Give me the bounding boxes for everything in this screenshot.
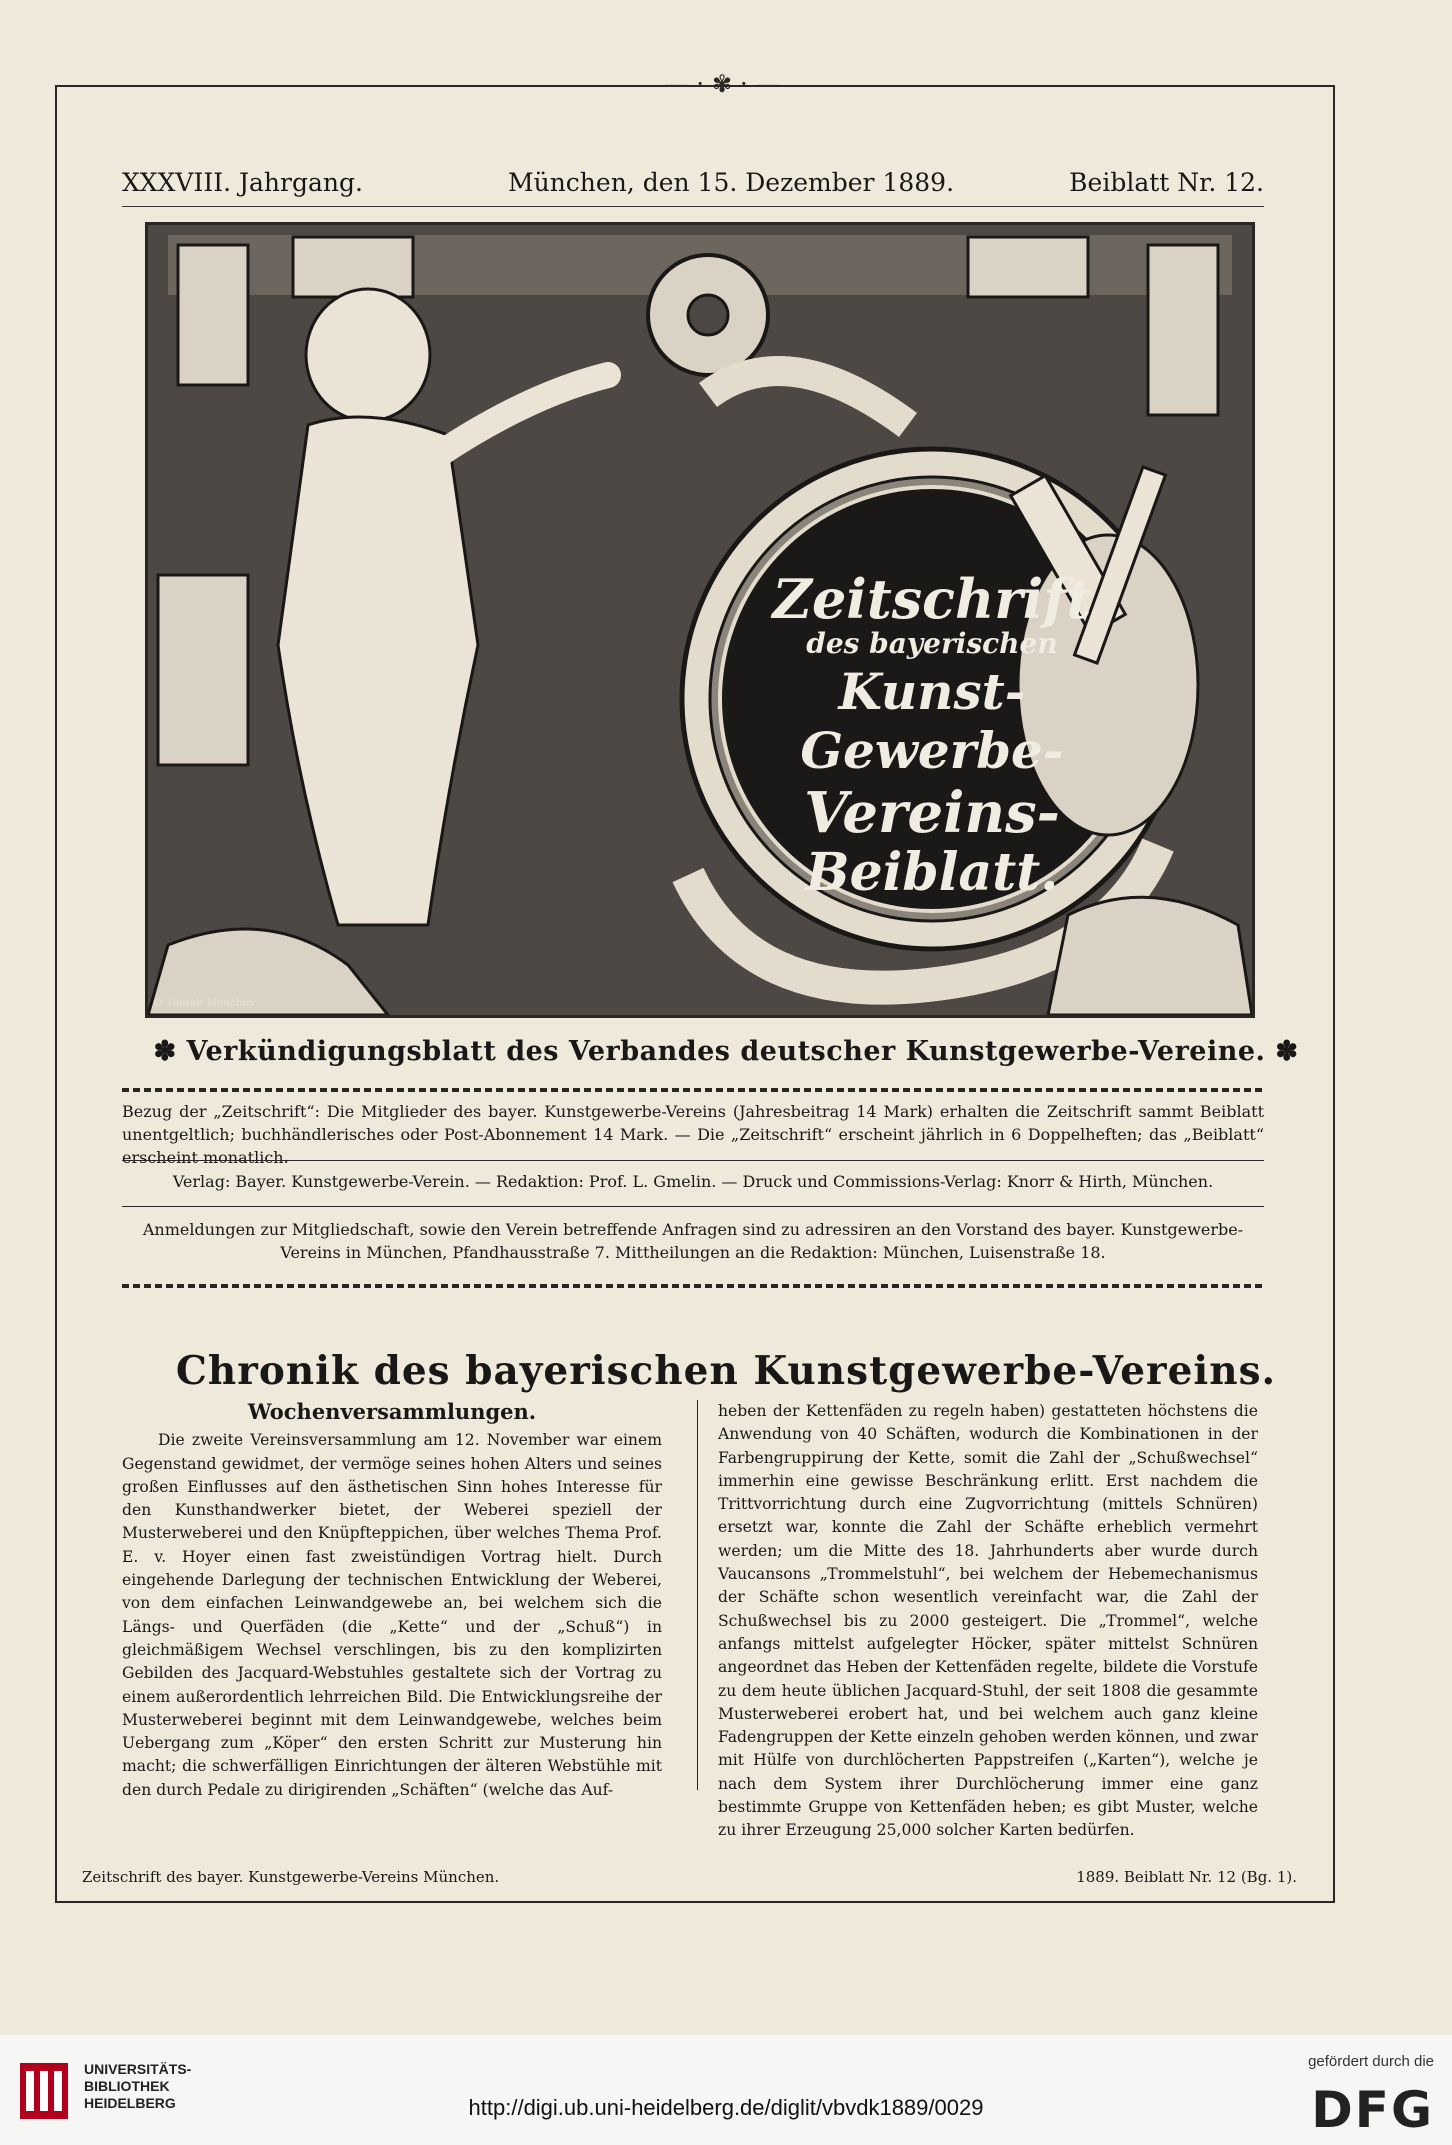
subscription-info: Bezug der „Zeitschrift“: Die Mitglieder des bayer. Kunstgewerbe-Vereins (Jahresbeitrag 14 Mark) erhalten die Zeitschrift sammt Beiblatt unentgeltlich; buchhändlerisches oder Post-Abonnement 14 Mark. — Die „Zeitschrift“ erscheint jährlich in 6 Doppelheften; das „Beiblatt“ erscheint monatlich. xyxy=(122,1102,1264,1167)
university-name-line: BIBLIOTHEK xyxy=(84,2078,170,2094)
dfg-logo: DFG xyxy=(1311,2081,1434,2139)
university-name-line: UNIVERSITÄTS- xyxy=(84,2061,192,2077)
divider-rule xyxy=(122,1206,1264,1207)
masthead-line-kunstgewerbe: Kunst-Gewerbe- xyxy=(800,662,1064,780)
column-divider xyxy=(697,1400,698,1790)
subtitle-text: Verkündigungsblatt des Verbandes deutscher Kunstgewerbe-Vereine. xyxy=(186,1036,1266,1067)
footer-right: 1889. Beiblatt Nr. 12 (Bg. 1). xyxy=(1076,1868,1297,1886)
issue-header xyxy=(122,168,1264,202)
artist-signature: O. Gewalt München xyxy=(154,998,255,1009)
section-title: Wochenversammlungen. xyxy=(247,1399,537,1424)
masthead-line-vereins: Vereins- xyxy=(804,780,1060,846)
divider-dashed xyxy=(122,1284,1264,1288)
issue-number: Beiblatt Nr. 12. xyxy=(1069,168,1264,197)
registration-info: Anmeldungen zur Mitgliedschaft, sowie den Verein betreffende Anfragen sind zu adressiren an den Vorstand des bayer. Kunstgewerbe-Vereins in München, Pfandhausstraße 7. Mittheilungen an die Redaktion: München, Luisenstraße 18. xyxy=(142,1220,1244,1262)
article-column-right xyxy=(718,1400,1258,1843)
chronicle-title: Chronik des bayerischen Kunstgewerbe-Vereins. xyxy=(175,1348,1277,1394)
masthead-line-zeitschrift: Zeitschrift xyxy=(772,567,1092,631)
top-ornament: —·✾·— xyxy=(664,70,788,98)
place-date: München, den 15. Dezember 1889. xyxy=(508,168,955,197)
masthead-line-bayerischen: des bayerischen xyxy=(806,627,1058,660)
article-paragraph: heben der Kettenfäden zu regeln haben) gestatteten höchstens die Anwendung von 40 Schäften, wodurch die Kombinationen in der Farbengruppirung der Kette, somit die Zahl der „Schußwechsel“ immerhin eine gewisse Beschränkung erlitt. Erst nachdem die Trittvorrichtung durch eine Zugvorrichtung (mittels Schnüren) ersetzt war, konnte die Zahl der Schäfte erheblich vermehrt werden; um die Mitte des 18. Jahrhunderts aber wurde durch Vaucansons „Trommelstuhl“, bei welchem der Hebemechanismus der Schäfte schon wesentlich vereinfacht war, die Zahl der Schußwechsel bis zu 2000 gesteigert. Die „Trommel“, welche anfangs mittelst aufgelegter Höcker, später mittelst Schnüren angeordnet das Heben der Kettenfäden regelte, bildete die Vorstufe zu dem heute üblichen Jacquard-Stuhl, der seit 1808 die gesammte Musterweberei erobert hat, und bei welchem auch ganz kleine Fadengruppen der Kette einzeln gehoben werden können, und zwar mit Hülfe von durchlöcherten Pappstreifen („Karten“), welche je nach dem System ihrer Durchlöcherung immer eine ganz bestimmte Gruppe von Kettenfäden heben; es gibt Muster, welche zu ihrer Erzeugung 25,000 solcher Karten bedürfen. xyxy=(718,1402,1258,1840)
volume-label: XXXVIII. Jahrgang. xyxy=(122,168,363,197)
footer-left: Zeitschrift des bayer. Kunstgewerbe-Vereins München. xyxy=(82,1868,500,1886)
divider-dashed xyxy=(122,1088,1264,1092)
subtitle xyxy=(0,1036,1452,1067)
masthead-title xyxy=(722,489,1142,909)
digitization-bar xyxy=(0,2035,1452,2145)
masthead-illustration xyxy=(145,222,1255,1018)
publisher-info: Verlag: Bayer. Kunstgewerbe-Verein. — Redaktion: Prof. L. Gmelin. — Druck und Commissions-Verlag: Knorr & Hirth, München. xyxy=(172,1172,1214,1191)
subtitle-ornament-right: ✽ xyxy=(1265,1036,1299,1067)
article-column-left xyxy=(122,1400,662,1802)
masthead-line-beiblatt: Beiblatt. xyxy=(805,842,1059,903)
university-name-line: HEIDELBERG xyxy=(84,2095,176,2111)
subtitle-ornament-left: ✽ xyxy=(153,1036,187,1067)
funding-caption: gefördert durch die xyxy=(1308,2053,1434,2070)
source-url[interactable]: http://digi.ub.uni-heidelberg.de/diglit/vbvdk1889/0029 xyxy=(468,2095,984,2120)
article-paragraph: Die zweite Vereinsversammlung am 12. November war einem Gegenstand gewidmet, der vermöge seines hohen Alters und seines großen Einflusses auf den ästhetischen Sinn hohes Interesse für den Kunsthandwerker bietet, der Weberei speziell der Musterweberei und den Knüpfteppichen, über welches Thema Prof. E. v. Hoyer einen fast zweistündigen Vortrag hielt. Durch eingehende Darlegung der technischen Entwicklung der Weberei, von dem einfachen Leinwandgewebe an, bei welchem sich die Längs- und Querfäden (die „Kette“ und der „Schuß“) in gleichmäßigem Wechsel verschlingen, bis zu den komplizirten Gebilden des Jacquard-Webstuhles gestaltete sich der Vortrag zu einem außerordentlich lehrreichen Bild. Die Entwicklungsreihe der Musterweberei beginnt mit dem Leinwandgewebe, welches beim Uebergang zum „Köper“ den ersten Schritt zur Musterung hin macht; die schwerfälligen Einrichtungen der älteren Webstühle mit den durch Pedale zu dirigirenden „Schäften“ (welche das Auf- xyxy=(122,1431,662,1799)
divider-rule xyxy=(122,1160,1264,1161)
header-rule xyxy=(122,206,1264,207)
